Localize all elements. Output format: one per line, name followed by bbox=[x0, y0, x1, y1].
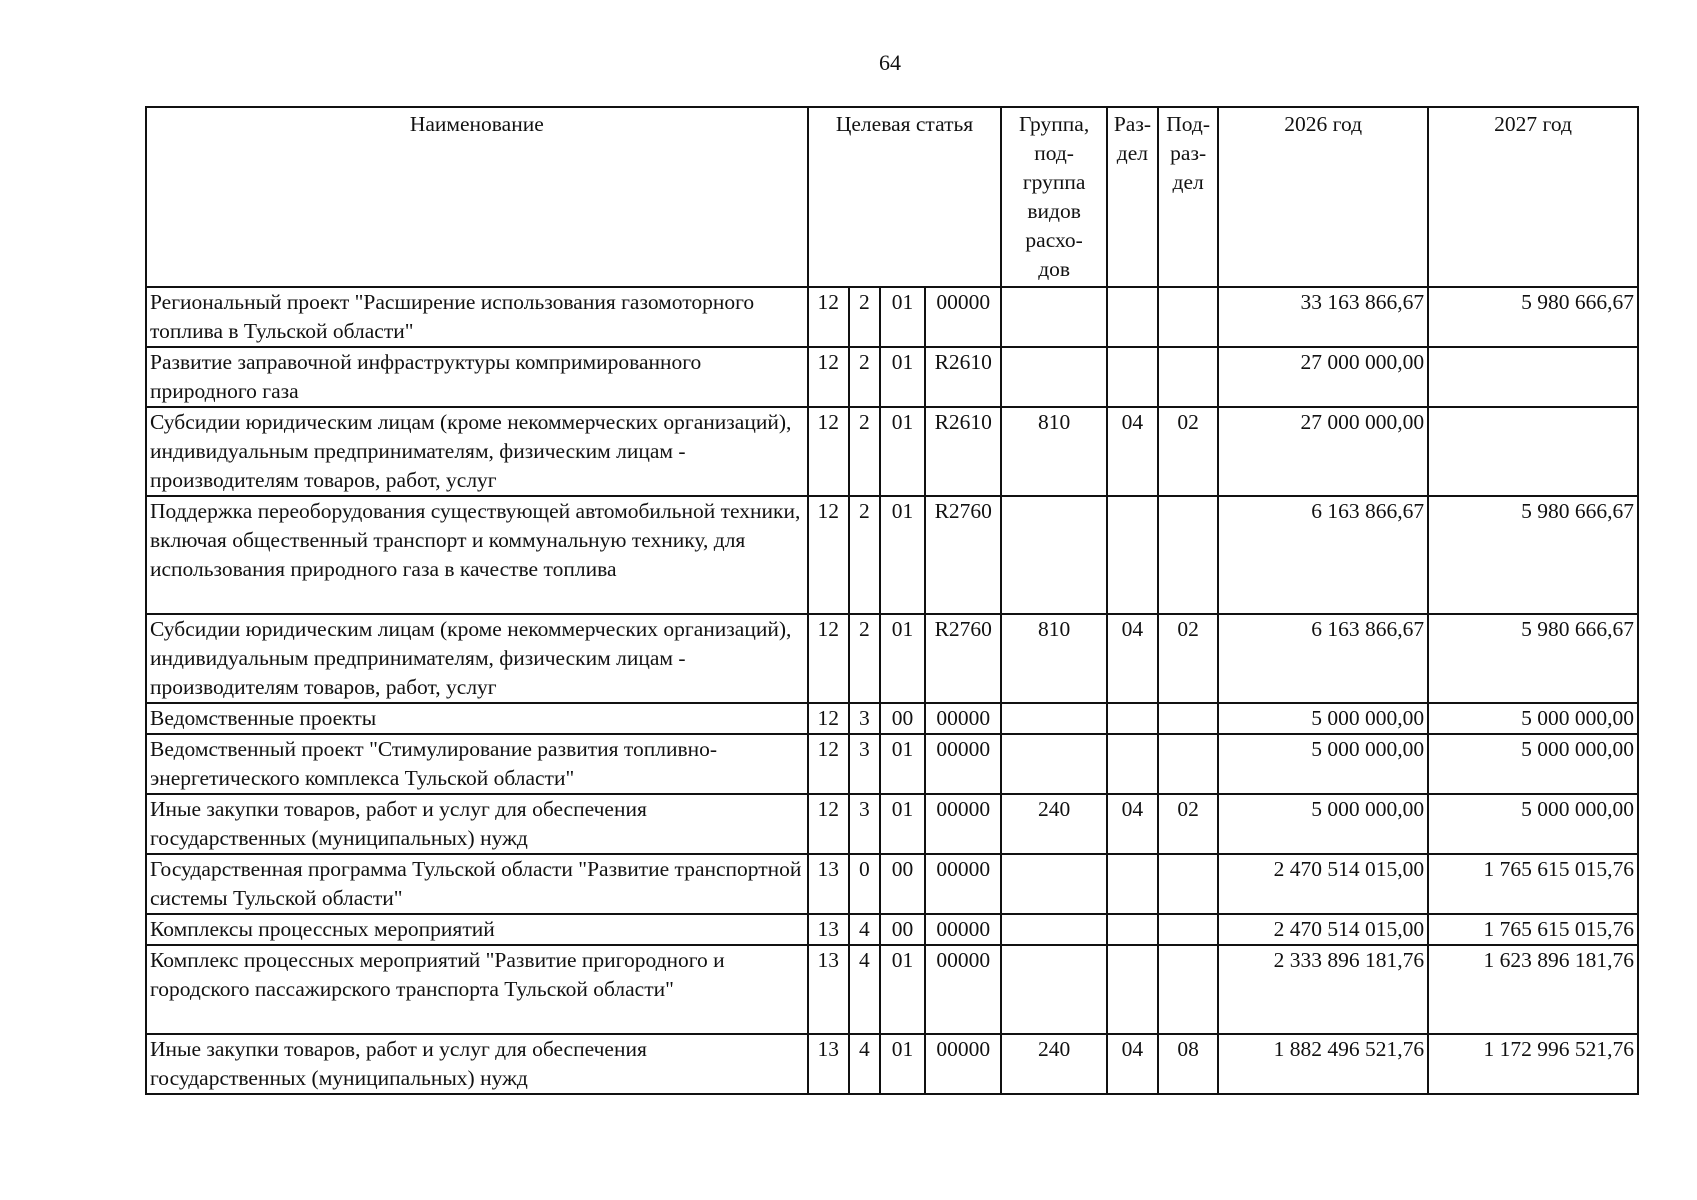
code-program: 12 bbox=[808, 407, 849, 496]
header-subsection-line: раз- bbox=[1170, 141, 1207, 165]
subsection: 08 bbox=[1158, 1034, 1218, 1094]
amount-2026: 6 163 866,67 bbox=[1218, 496, 1428, 614]
expense-group bbox=[1001, 945, 1106, 1034]
subsection bbox=[1158, 287, 1218, 347]
code-program: 12 bbox=[808, 614, 849, 703]
header-section bbox=[1107, 107, 1158, 287]
code-type: 2 bbox=[849, 614, 880, 703]
header-group-line: видов bbox=[1027, 199, 1081, 223]
section bbox=[1107, 854, 1158, 914]
amount-2027: 5 980 666,67 bbox=[1428, 287, 1638, 347]
expense-group: 810 bbox=[1001, 407, 1106, 496]
expense-group bbox=[1001, 496, 1106, 614]
code-program: 13 bbox=[808, 914, 849, 945]
section bbox=[1107, 347, 1158, 407]
table-row bbox=[146, 287, 1638, 347]
header-group bbox=[1001, 107, 1106, 287]
expense-group bbox=[1001, 703, 1106, 734]
code-type: 4 bbox=[849, 914, 880, 945]
code-type: 3 bbox=[849, 794, 880, 854]
header-name: Наименование bbox=[146, 107, 808, 287]
code-item: 01 bbox=[880, 614, 925, 703]
code-type: 0 bbox=[849, 854, 880, 914]
row-name: Субсидии юридическим лицам (кроме некоммерческих организаций), индивидуальным предпринимателям, физическим лицам - производителям товаров, работ, услуг bbox=[146, 614, 808, 703]
subsection bbox=[1158, 734, 1218, 794]
header-group-line: дов bbox=[1038, 257, 1071, 281]
code-direction: 00000 bbox=[925, 287, 1001, 347]
table-row bbox=[146, 794, 1638, 854]
header-row bbox=[146, 107, 1638, 287]
code-direction: 00000 bbox=[925, 734, 1001, 794]
row-name: Поддержка переоборудования существующей автомобильной техники, включая общественный транспорт и коммунальную технику, для использования природного газа в качестве топлива bbox=[146, 496, 808, 614]
expense-group: 240 bbox=[1001, 1034, 1106, 1094]
row-name: Региональный проект "Расширение использования газомоторного топлива в Тульской области" bbox=[146, 287, 808, 347]
row-name: Иные закупки товаров, работ и услуг для обеспечения государственных (муниципальных) нужд bbox=[146, 1034, 808, 1094]
code-direction: 00000 bbox=[925, 914, 1001, 945]
header-subsection-line: Под- bbox=[1166, 112, 1211, 136]
table-row bbox=[146, 407, 1638, 496]
header-group-line: расхо- bbox=[1025, 228, 1083, 252]
expense-group bbox=[1001, 347, 1106, 407]
amount-2027 bbox=[1428, 347, 1638, 407]
section bbox=[1107, 914, 1158, 945]
row-name: Комплекс процессных мероприятий "Развитие пригородного и городского пассажирского транспорта Тульской области" bbox=[146, 945, 808, 1034]
table-row bbox=[146, 734, 1638, 794]
code-item: 01 bbox=[880, 287, 925, 347]
subsection bbox=[1158, 945, 1218, 1034]
amount-2027 bbox=[1428, 407, 1638, 496]
expense-group: 240 bbox=[1001, 794, 1106, 854]
code-type: 2 bbox=[849, 347, 880, 407]
code-type: 4 bbox=[849, 1034, 880, 1094]
expense-group: 810 bbox=[1001, 614, 1106, 703]
section bbox=[1107, 703, 1158, 734]
amount-2026: 6 163 866,67 bbox=[1218, 614, 1428, 703]
table-row bbox=[146, 1034, 1638, 1094]
row-name: Государственная программа Тульской области "Развитие транспортной системы Тульской области" bbox=[146, 854, 808, 914]
page-number: 64 bbox=[879, 50, 901, 75]
code-direction: 00000 bbox=[925, 703, 1001, 734]
section bbox=[1107, 945, 1158, 1034]
code-item: 01 bbox=[880, 496, 925, 614]
section bbox=[1107, 496, 1158, 614]
amount-2027: 1 172 996 521,76 bbox=[1428, 1034, 1638, 1094]
amount-2027: 5 000 000,00 bbox=[1428, 734, 1638, 794]
subsection bbox=[1158, 854, 1218, 914]
code-item: 01 bbox=[880, 945, 925, 1034]
code-direction: 00000 bbox=[925, 1034, 1001, 1094]
code-type: 2 bbox=[849, 287, 880, 347]
amount-2026: 5 000 000,00 bbox=[1218, 703, 1428, 734]
code-program: 12 bbox=[808, 734, 849, 794]
code-type: 2 bbox=[849, 496, 880, 614]
amount-2026: 27 000 000,00 bbox=[1218, 407, 1428, 496]
section: 04 bbox=[1107, 407, 1158, 496]
amount-2026: 5 000 000,00 bbox=[1218, 734, 1428, 794]
code-type: 2 bbox=[849, 407, 880, 496]
row-name: Субсидии юридическим лицам (кроме некоммерческих организаций), индивидуальным предпринимателям, физическим лицам - производителям товаров, работ, услуг bbox=[146, 407, 808, 496]
header-year-2027: 2027 год bbox=[1428, 107, 1638, 287]
code-type: 4 bbox=[849, 945, 880, 1034]
table-row bbox=[146, 703, 1638, 734]
amount-2026: 2 470 514 015,00 bbox=[1218, 854, 1428, 914]
code-program: 12 bbox=[808, 496, 849, 614]
table-row bbox=[146, 496, 1638, 614]
expense-group bbox=[1001, 734, 1106, 794]
code-item: 00 bbox=[880, 703, 925, 734]
table-row bbox=[146, 854, 1638, 914]
section: 04 bbox=[1107, 1034, 1158, 1094]
amount-2027: 1 765 615 015,76 bbox=[1428, 914, 1638, 945]
amount-2027: 5 000 000,00 bbox=[1428, 794, 1638, 854]
section: 04 bbox=[1107, 794, 1158, 854]
amount-2027: 5 980 666,67 bbox=[1428, 496, 1638, 614]
table-row bbox=[146, 914, 1638, 945]
expense-group bbox=[1001, 854, 1106, 914]
table-row bbox=[146, 945, 1638, 1034]
subsection: 02 bbox=[1158, 614, 1218, 703]
subsection bbox=[1158, 496, 1218, 614]
amount-2027: 1 765 615 015,76 bbox=[1428, 854, 1638, 914]
code-item: 01 bbox=[880, 407, 925, 496]
amount-2026: 5 000 000,00 bbox=[1218, 794, 1428, 854]
code-direction: 00000 bbox=[925, 854, 1001, 914]
amount-2026: 27 000 000,00 bbox=[1218, 347, 1428, 407]
code-item: 01 bbox=[880, 794, 925, 854]
code-program: 12 bbox=[808, 794, 849, 854]
code-program: 12 bbox=[808, 347, 849, 407]
code-item: 01 bbox=[880, 1034, 925, 1094]
code-item: 01 bbox=[880, 734, 925, 794]
row-name: Комплексы процессных мероприятий bbox=[146, 914, 808, 945]
budget-table bbox=[145, 106, 1639, 1095]
header-year-2026: 2026 год bbox=[1218, 107, 1428, 287]
section bbox=[1107, 734, 1158, 794]
header-group-line: под- bbox=[1034, 141, 1074, 165]
code-program: 13 bbox=[808, 945, 849, 1034]
subsection: 02 bbox=[1158, 794, 1218, 854]
header-group-line: Группа, bbox=[1018, 112, 1090, 136]
subsection: 02 bbox=[1158, 407, 1218, 496]
code-item: 01 bbox=[880, 347, 925, 407]
amount-2026: 2 333 896 181,76 bbox=[1218, 945, 1428, 1034]
code-direction: 00000 bbox=[925, 794, 1001, 854]
amount-2027: 5 980 666,67 bbox=[1428, 614, 1638, 703]
subsection bbox=[1158, 703, 1218, 734]
row-name: Ведомственные проекты bbox=[146, 703, 808, 734]
expense-group bbox=[1001, 914, 1106, 945]
code-item: 00 bbox=[880, 914, 925, 945]
code-type: 3 bbox=[849, 703, 880, 734]
row-name: Ведомственный проект "Стимулирование развития топливно-энергетического комплекса Тульской области" bbox=[146, 734, 808, 794]
code-direction: R2610 bbox=[925, 407, 1001, 496]
header-subsection-line: дел bbox=[1172, 170, 1204, 194]
code-item: 00 bbox=[880, 854, 925, 914]
code-direction: 00000 bbox=[925, 945, 1001, 1034]
code-type: 3 bbox=[849, 734, 880, 794]
amount-2026: 2 470 514 015,00 bbox=[1218, 914, 1428, 945]
subsection bbox=[1158, 914, 1218, 945]
section bbox=[1107, 287, 1158, 347]
amount-2026: 33 163 866,67 bbox=[1218, 287, 1428, 347]
code-program: 12 bbox=[808, 287, 849, 347]
expense-group bbox=[1001, 287, 1106, 347]
header-subsection bbox=[1158, 107, 1218, 287]
header-section-line: Раз- bbox=[1113, 112, 1151, 136]
code-direction: R2610 bbox=[925, 347, 1001, 407]
header-group-line: группа bbox=[1022, 170, 1086, 194]
header-target-article: Целевая статья bbox=[808, 107, 1002, 287]
section: 04 bbox=[1107, 614, 1158, 703]
code-direction: R2760 bbox=[925, 496, 1001, 614]
code-program: 13 bbox=[808, 1034, 849, 1094]
code-program: 13 bbox=[808, 854, 849, 914]
row-name: Иные закупки товаров, работ и услуг для обеспечения государственных (муниципальных) нужд bbox=[146, 794, 808, 854]
amount-2027: 5 000 000,00 bbox=[1428, 703, 1638, 734]
header-section-line: дел bbox=[1116, 141, 1149, 165]
amount-2027: 1 623 896 181,76 bbox=[1428, 945, 1638, 1034]
code-program: 12 bbox=[808, 703, 849, 734]
table-row bbox=[146, 614, 1638, 703]
amount-2026: 1 882 496 521,76 bbox=[1218, 1034, 1428, 1094]
table-row bbox=[146, 347, 1638, 407]
subsection bbox=[1158, 347, 1218, 407]
row-name: Развитие заправочной инфраструктуры компримированного природного газа bbox=[146, 347, 808, 407]
code-direction: R2760 bbox=[925, 614, 1001, 703]
